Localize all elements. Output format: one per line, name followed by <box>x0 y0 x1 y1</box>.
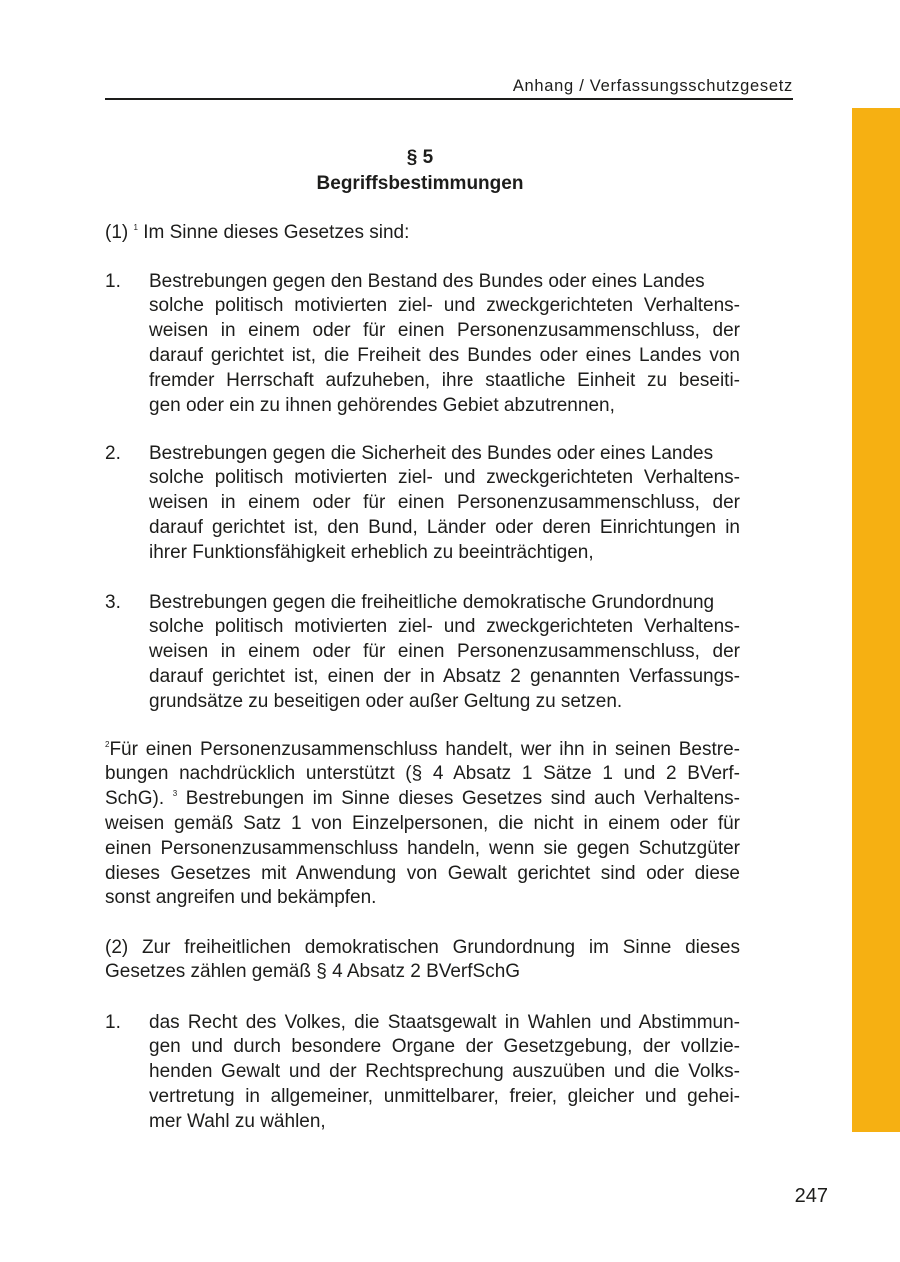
list-item-3-line: grundsätze zu beseitigen oder außer Geltung zu setzen. <box>149 690 623 712</box>
paragraph-1-intro-line <box>105 221 740 246</box>
text-line: einen Personenzusammenschluss handeln, wenn sie gegen Schutzgüter <box>105 837 740 859</box>
text-line <box>105 787 740 812</box>
paragraph-1-intro <box>105 221 740 246</box>
paragraph-2-list-item-1-line: gen und durch besondere Organe der Gesetzgebung, der vollzie- <box>149 1036 740 1058</box>
list-item-2-line: ihrer Funktionsfähigkeit erheblich zu beeinträchtigen, <box>149 541 594 563</box>
text-line: sonst angreifen und bekämpfen. <box>105 887 377 909</box>
text-line: (2) Zur freiheitlichen demokratischen Grundordnung im Sinne dieses <box>105 936 740 958</box>
list-item-3-line: darauf gerichtet ist, einen der in Absatz 2 genannten Verfassungs- <box>149 665 740 687</box>
list-item-2-line: darauf gerichtet ist, den Bund, Länder oder deren Einrichtungen in <box>149 516 740 538</box>
paragraph-2-list-item-1-line: vertretung in allgemeiner, unmittelbarer, freier, gleicher und gehei- <box>149 1085 740 1107</box>
paragraph-2-list-item-1-text <box>149 1011 740 1135</box>
paragraph-label: (1) <box>105 221 129 243</box>
header-rule <box>105 98 793 100</box>
list-item-2-line: weisen in einem oder für einen Personenzusammenschluss, der <box>149 492 740 514</box>
section-title: Begriffsbestimmungen <box>316 173 524 194</box>
list-item-2-text <box>149 442 740 566</box>
paragraph-2-list-item-1-line: das Recht des Volkes, die Staatsgewalt in Wahlen und Abstimmun- <box>149 1011 740 1033</box>
paragraph-2-list-item-1-number: 1. <box>105 1011 121 1033</box>
section-number: § 5 <box>406 147 434 168</box>
list-item-3-line: weisen in einem oder für einen Personenzusammenschluss, der <box>149 641 740 663</box>
paragraph-1-intro-text: Im Sinne dieses Gesetzes sind: <box>143 221 410 243</box>
list-item-2-line: solche politisch motivierten ziel- und zweckgerichteten Verhaltens- <box>149 467 740 489</box>
list-item-2-line: Bestrebungen gegen die Sicherheit des Bundes oder eines Landes <box>149 442 714 464</box>
text-line: weisen gemäß Satz 1 von Einzelpersonen, die nicht in einem oder für <box>105 812 740 834</box>
page-number: 247 <box>794 1185 828 1207</box>
paragraph-1-sentences-2-3 <box>105 738 740 912</box>
sentence-number: 1 <box>133 222 138 232</box>
list-item-1-line: fremder Herrschaft aufzuheben, ihre staatliche Einheit zu beseiti- <box>149 369 740 391</box>
text-line-content: Bestrebungen im Sinne dieses Gesetzes sind auch Verhaltens- <box>185 788 741 810</box>
text-line <box>105 738 740 763</box>
list-item-1-line: darauf gerichtet ist, die Freiheit des Bundes oder eines Landes von <box>149 344 740 366</box>
text-line-content: Für einen Personenzusammenschluss handelt, wer ihn in seinen Bestre- <box>109 738 740 760</box>
paragraph-2-list-item-1-line: mer Wahl zu wählen, <box>149 1110 326 1132</box>
text-line: bungen nachdrücklich unterstützt (§ 4 Absatz 1 Sätze 1 und 2 BVerf- <box>105 763 740 785</box>
list-item-1-text <box>149 270 740 419</box>
list-item-3-line: Bestrebungen gegen die freiheitliche demokratische Grundordnung <box>149 591 715 613</box>
sentence-number: 2 <box>105 739 110 749</box>
running-header-title: Anhang / Verfassungsschutzgesetz <box>512 77 793 95</box>
list-item-1-number: 1. <box>105 270 121 292</box>
paragraph-2-intro <box>105 936 740 986</box>
list-item-3-number: 3. <box>105 591 121 613</box>
list-item-3-text <box>149 591 740 715</box>
list-item-1-line: gen oder ein zu ihnen gehörendes Gebiet abzutrennen, <box>149 394 615 416</box>
list-item-3-line: solche politisch motivierten ziel- und zweckgerichteten Verhaltens- <box>149 616 740 638</box>
paragraph-2-list-item-1 <box>105 1011 740 1135</box>
paragraph-2-list-item-1-line: henden Gewalt und der Rechtsprechung auszuüben und die Volks- <box>149 1061 740 1083</box>
list-item-1 <box>105 270 740 419</box>
list-item-1-line: weisen in einem oder für einen Personenzusammenschluss, der <box>149 320 740 342</box>
chapter-accent-bar <box>852 108 900 1132</box>
list-item-1-line: Bestrebungen gegen den Bestand des Bundes oder eines Landes <box>149 270 705 292</box>
text-line: dieses Gesetzes mit Anwendung von Gewalt gerichtet sind oder diese <box>105 862 740 884</box>
list-item-2 <box>105 442 740 566</box>
list-item-1-line: solche politisch motivierten ziel- und zweckgerichteten Verhaltens- <box>149 295 740 317</box>
text-line: Gesetzes zählen gemäß § 4 Absatz 2 BVerfSchG <box>105 961 521 983</box>
text-line-content: SchG). <box>105 788 165 810</box>
list-item-2-number: 2. <box>105 442 121 464</box>
sentence-number: 3 <box>172 789 178 799</box>
list-item-3 <box>105 591 740 715</box>
